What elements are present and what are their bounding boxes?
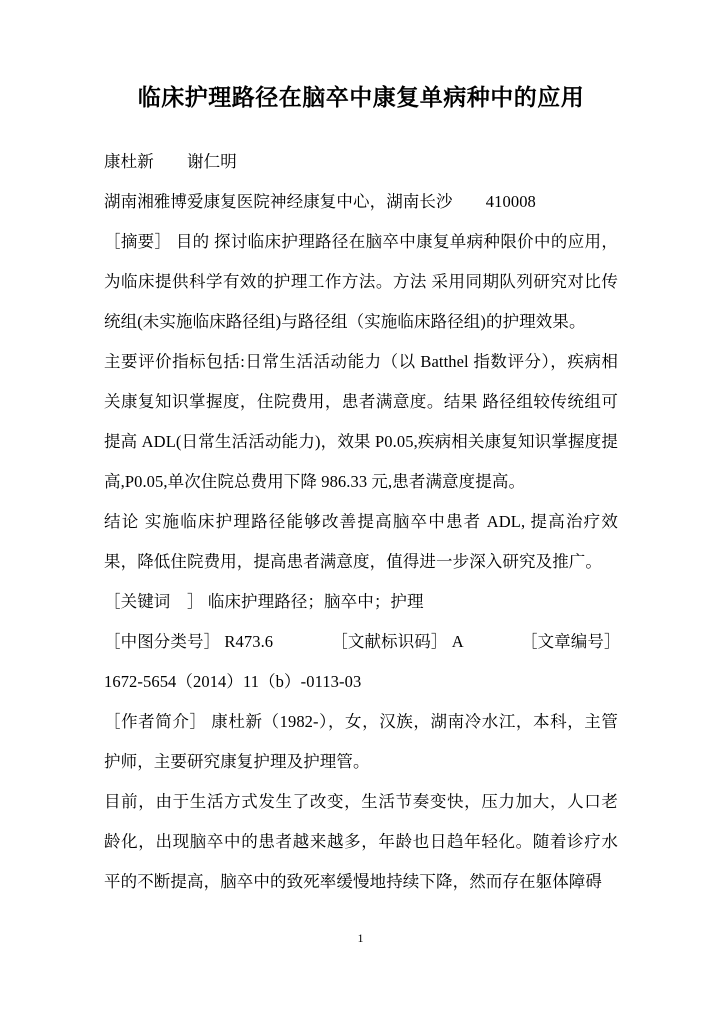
keywords-line: ［关键词 ］ 临床护理路径；脑卒中；护理 — [104, 592, 424, 611]
author-bio-paragraph: ［作者简介］ 康杜新（1982-），女，汉族，湖南冷水江，本科，主管护师，主要研究康复护理及护理管。 — [104, 712, 618, 771]
abstract-conclusion-paragraph: 结论 实施临床护理路径能够改善提高脑卒中患者 ADL, 提高治疗效果，降低住院费用，提高患者满意度，值得进一步深入研究及推广。 — [104, 512, 618, 571]
page-content — [104, 0, 621, 902]
author-line: 康杜新 谢仁明 — [104, 152, 237, 171]
title-authors-spacer — [104, 118, 618, 142]
affiliation-line: 湖南湘雅博爱康复医院神经康复中心，湖南长沙 410008 — [104, 192, 536, 211]
page-number: 1 — [357, 931, 364, 945]
article-number-line: 1672-5654（2014）11（b）-0113-03 — [104, 672, 362, 691]
abstract-paragraph: ［摘要］ 目的 探讨临床护理路径在脑卒中康复单病种限价中的应用，为临床提供科学有效的护理工作方法。方法 采用同期队列研究对比传统组(未实施临床路径组)与路径组（实施临床路径组)的护理效果。 — [104, 232, 618, 331]
abstract-indicators-paragraph: 主要评价指标包括:日常生活活动能力（以 Batthel 指数评分），疾病相关康复知识掌握度，住院费用，患者满意度。结果 路径组较传统组可提高 ADL(日常生活活动能力)，效果 P0.05,疾病相关康复知识掌握度提高,P0.05,单次住院总费用下降 986.33 元,患者满意度提高。 — [104, 352, 618, 491]
classification-line: ［中图分类号］ R473.6 ［文献标识码］ A ［文章编号］ — [104, 632, 621, 651]
body-paragraph: 目前，由于生活方式发生了改变，生活节奏变快，压力加大，人口老龄化，出现脑卒中的患者越来越多，年龄也日趋年轻化。随着诊疗水平的不断提高，脑卒中的致死率缓慢地持续下降，然而存在躯体障碍 — [104, 792, 618, 891]
page-title: 临床护理路径在脑卒中康复单病种中的应用 — [137, 85, 585, 110]
